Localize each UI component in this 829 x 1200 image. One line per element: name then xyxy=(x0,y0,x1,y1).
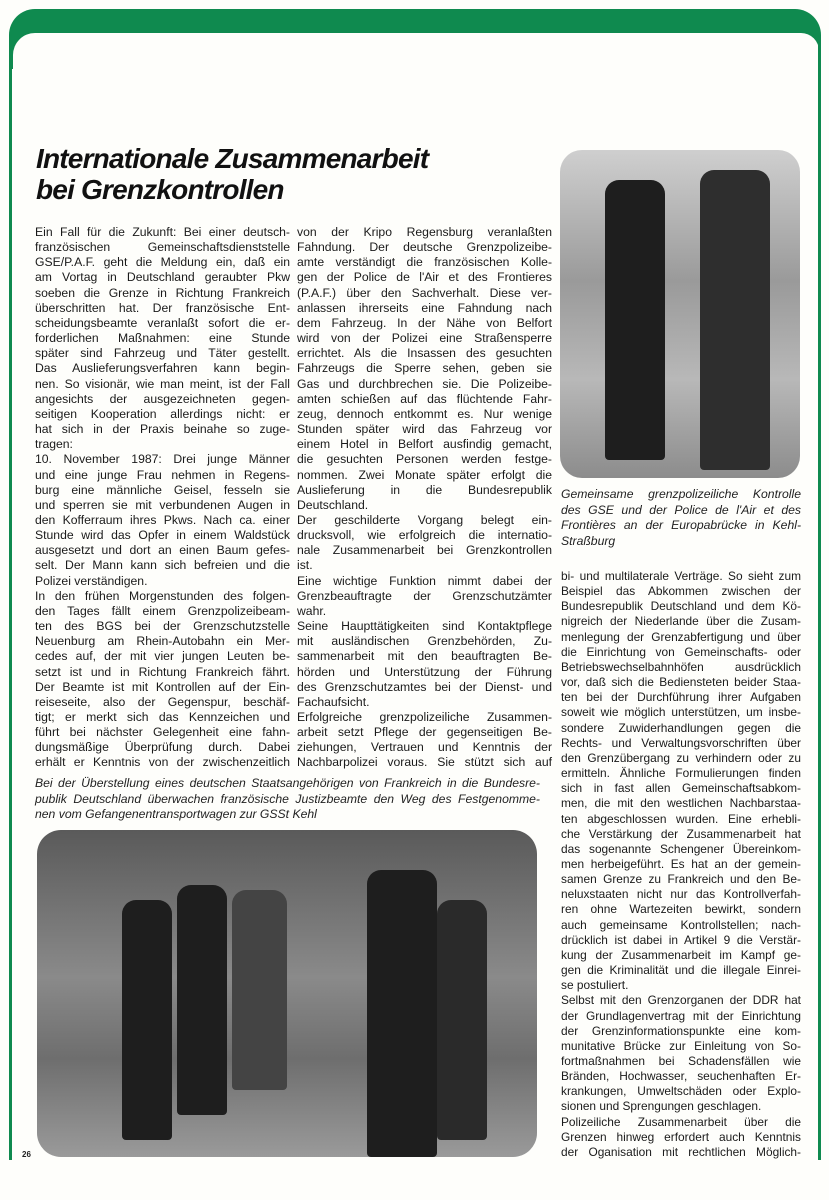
text-line: ten abgeschlossen wurden. Eine erhebli- xyxy=(561,811,801,826)
text-line: men, die mit den westlichen Nachbarstaa- xyxy=(561,796,801,811)
title-line: Internationale Zusammenarbeit xyxy=(36,143,429,174)
text-line: Polizei verständigen. xyxy=(35,573,148,588)
paragraph xyxy=(297,225,552,513)
text-line: ten des BGS bei der Grenzschutzstelle xyxy=(35,619,290,634)
paragraph xyxy=(561,569,801,993)
text-line: Bundesrepublik Deutschland und dem Kö- xyxy=(561,599,801,614)
text-line: Fachaufsicht. xyxy=(297,694,370,709)
text-line: In den frühen Morgenstunden des folgen- xyxy=(35,588,290,603)
text-line: scheidungsbeamte veranlaßt sofort die er- xyxy=(35,315,290,330)
text-line: angesichts der ausgezeichneten gegen- xyxy=(35,391,290,406)
text-line: gen die Kriminalität und die illegale Einrei- xyxy=(561,963,801,978)
text-line: Selbst mit den Grenzorganen der DDR hat xyxy=(561,993,801,1008)
text-column-1 xyxy=(35,225,290,771)
officer-figure xyxy=(700,170,770,470)
paragraph xyxy=(35,589,290,771)
text-line: sionen und Sprengungen geschlagen. xyxy=(561,1099,762,1114)
officer-figure xyxy=(367,870,437,1157)
text-line: Auslieferung in die Bundesrepublik xyxy=(297,482,552,497)
text-line: munitative Brücke zur Einleitung von So- xyxy=(561,1038,801,1053)
text-line: französischen Gemeinschaftsdienststelle xyxy=(35,240,290,255)
officer-figure xyxy=(605,180,665,460)
title-line: bei Grenzkontrollen xyxy=(36,174,284,205)
text-line: und sperren sie mit verbundenen Augen in xyxy=(35,497,290,512)
text-line: Fahrzeugs die Sperre sehen, geben sie xyxy=(297,361,552,376)
article-title xyxy=(36,143,428,205)
text-line: später sind Fahrzeug und Täter gestellt. xyxy=(35,346,290,361)
text-line: auch gemeinsame Kontrollstellen; nach- xyxy=(561,917,801,932)
text-line: setzt ist und in Richtung Frankreich fährt. xyxy=(35,664,290,679)
text-line: Fahndung. Der deutsche Grenzpolizeibe- xyxy=(297,240,552,255)
text-line: Gemeinsame grenzpolizeiliche Kontrolle xyxy=(561,487,801,501)
text-line: die gesuchten Personen werden festge- xyxy=(297,452,552,467)
text-line: krankungen, Umweltschäden oder Explo- xyxy=(561,1084,801,1099)
text-line: ren ohne Wartezeiten bewirkt, sondern xyxy=(561,902,801,917)
text-line: Neuenburg am Rhein-Autobahn ein Mer- xyxy=(35,634,290,649)
text-line: der Grenzinformationspunkte eine kom- xyxy=(561,1023,801,1038)
text-line: der Oganisation mit rechtlichen Möglich- xyxy=(561,1144,801,1159)
green-frame-left xyxy=(9,40,12,1160)
frame-inner xyxy=(13,33,819,93)
text-line: menlegung der Grenzabfertigung und über xyxy=(561,629,801,644)
text-line: wird von der Polizei eine Straßensperre xyxy=(297,331,552,346)
text-line: bi- und multilaterale Verträge. So sieht zum xyxy=(561,569,801,583)
text-line: hörden und Unterstützung der Führung xyxy=(297,664,552,679)
text-line: wahr. xyxy=(297,603,327,618)
text-line: drücklich ist dabei in Artikel 9 die Verstär- xyxy=(561,932,801,947)
officer-figure xyxy=(437,900,487,1140)
text-line: Deutschland. xyxy=(297,497,369,512)
text-line: burg eine männliche Geisel, fesseln sie xyxy=(35,482,290,497)
text-line: von der Kripo Regensburg veranlaßten xyxy=(297,225,552,239)
text-line: cedes auf, der mit vier jungen Leuten be- xyxy=(35,649,290,664)
text-line: Erfolgreiche grenzpolizeiliche Zusammen- xyxy=(297,710,552,724)
text-line: forderlichen Maßnahmen: eine Stunde xyxy=(35,331,290,346)
text-line: selt. Der Mann kann sich befreien und die xyxy=(35,558,290,573)
text-line: zeug, dennoch entkommt es. Nur wenige xyxy=(297,406,552,421)
text-line: Straßburg xyxy=(561,533,616,548)
paragraph xyxy=(35,452,290,588)
text-line: tragen: xyxy=(35,437,73,452)
text-line: mit ausländischen Grenzbehörden, Zu- xyxy=(297,634,552,649)
text-line: ziehungen, Vertrauen und Kenntnis der xyxy=(297,740,552,755)
text-line: nommen. Zwei Monate später erfolgt die xyxy=(297,467,552,482)
text-line: sondere Zuwiderhandlungen gegen die xyxy=(561,720,801,735)
text-line: Polizeiliche Zusammenarbeit über die xyxy=(561,1114,801,1129)
text-line: che Verstärkung der Zusammenarbeit hat xyxy=(561,826,801,841)
text-line: samen Grenze zu Frankreich und den Be- xyxy=(561,872,801,887)
text-line: (P.A.F.) über den Sachverhalt. Diese ver- xyxy=(297,285,552,300)
text-line: Grenzbeauftragte der Grenzschutzämter xyxy=(297,588,552,603)
text-line: den Kofferraum ihres Pkws. Nach ca. einer xyxy=(35,512,290,527)
page-number: 26 xyxy=(22,1150,31,1159)
text-line: drucksvoll, wie erfolgreich die internatio- xyxy=(297,528,552,543)
text-line: Der Beamte ist mit Kontrollen auf der Ein- xyxy=(35,679,290,694)
text-line: Eine wichtige Funktion nimmt dabei der xyxy=(297,573,552,588)
text-line: Gas und durchbrechen sie. Die Polizeibe- xyxy=(297,376,552,391)
photo-border-police-officers xyxy=(560,150,800,478)
text-line: dungsmäßige Überprüfung durch. Dabei xyxy=(35,740,290,755)
text-line: des GSE und der Police de l'Air et des xyxy=(561,502,801,517)
text-line: sammenarbeit mit den beauftragten Be- xyxy=(297,649,552,664)
text-line: Betriebswechselbahnhöfen ausdrücklich xyxy=(561,659,801,674)
text-line: Der geschilderte Vorgang belegt ein- xyxy=(297,512,552,527)
person-figure xyxy=(232,890,287,1090)
text-line: erhält er Kenntnis von der zwischenzeitlich xyxy=(35,755,290,770)
text-line: soweit wie möglich unterstützen, um insbe- xyxy=(561,705,801,720)
text-line: soeben die Grenze in Richtung Frankreich xyxy=(35,285,290,300)
text-line: publik Deutschland überwachen französische Justizbeamte den Weg des Festgenomme- xyxy=(35,791,540,806)
text-line: Stunden später wird das Fahrzeug vor xyxy=(297,422,552,437)
paragraph xyxy=(561,1115,801,1160)
text-line: Bränden, Hochwasser, seuchenhaften Er- xyxy=(561,1069,801,1084)
text-line: Beispiel das Abkommen zwischen der xyxy=(561,584,801,599)
text-line: errichtet. Als die Insassen des gesuchten xyxy=(297,346,552,361)
text-line: sich in fast allen Gemeinschaftsabkom- xyxy=(561,781,801,796)
text-line: ausgesetzt und dort an einen Baum gefes- xyxy=(35,543,290,558)
text-line: gen der Police de l'Air et des Frontieres xyxy=(297,270,552,285)
text-line: Grenzen hinweg erfordert auch Kenntnis xyxy=(561,1129,801,1144)
text-line: 10. November 1987: Drei junge Männer xyxy=(35,452,290,467)
text-line: am Vortag in Deutschland geraubter Pkw xyxy=(35,270,290,285)
text-column-2 xyxy=(297,225,552,771)
green-frame-right xyxy=(818,40,821,1160)
paragraph xyxy=(561,993,801,1114)
text-line: nigreich der Niederlande über die Zusam- xyxy=(561,614,801,629)
text-line: und eine junge Frau nehmen in Regens- xyxy=(35,467,290,482)
text-line: vor, daß sich die Bediensteten beider Staa- xyxy=(561,675,801,690)
text-line: amte verständigt die französischen Kolle- xyxy=(297,255,552,270)
text-line: Das Auslieferungsverfahren kann begin- xyxy=(35,361,290,376)
text-line: die Einrichtung von Gemeinschafts- oder xyxy=(561,644,801,659)
text-line: fortmaßnahmen bei Schadensfällen wie xyxy=(561,1054,801,1068)
text-line: der Grundlagenvertrag mit der Einrichtung xyxy=(561,1008,801,1023)
text-line: nen vom Gefangenentransportwagen zur GSSt Kehl xyxy=(35,807,317,821)
text-line: amten schießen auf das flüchtende Fahr- xyxy=(297,391,552,406)
photo-bottom-caption xyxy=(35,776,540,823)
photo-prisoner-transfer xyxy=(37,830,537,1157)
text-line: nen. So visionär, wie man meint, ist der Fall xyxy=(35,376,290,391)
text-line: GSE/P.A.F. geht die Meldung ein, daß ein xyxy=(35,255,290,270)
text-line: ist. xyxy=(297,558,313,573)
text-line: seitigen Kooperation allerdings nicht: er xyxy=(35,406,290,421)
paragraph xyxy=(297,513,552,574)
text-line: ermitteln. Ähnliche Formulierungen finden xyxy=(561,766,801,781)
paragraph xyxy=(297,710,552,771)
text-line: men herbeigeführt. Es hat an der gemein- xyxy=(561,856,801,871)
photo-top-caption xyxy=(561,487,801,549)
text-line: reiseseite, also der Gegenspur, beschäf- xyxy=(35,694,290,709)
text-line: nale Zusammenarbeit bei Grenzkontrollen xyxy=(297,543,552,558)
person-figure xyxy=(122,900,172,1140)
text-line: Seine Haupttätigkeiten sind Kontaktpflege xyxy=(297,619,552,634)
text-line: dem Fahrzeug. In der Nähe von Belfort xyxy=(297,315,552,330)
text-line: den Grenzübergang zu verhindern oder zu xyxy=(561,750,801,765)
text-line: tigt; er merkt sich das Kennzeichen und xyxy=(35,710,290,724)
text-line: führt bei nächster Gelegenheit eine fahn- xyxy=(35,725,290,740)
text-line: Stunde wird das Opfer in einem Waldstück xyxy=(35,528,290,543)
text-column-3 xyxy=(561,569,801,1160)
paragraph xyxy=(297,619,552,710)
paragraph xyxy=(297,574,552,619)
text-line: ten bei der Durchführung ihrer Aufgaben xyxy=(561,690,801,705)
text-line: den Tages fällt einem Grenzpolizeibeam- xyxy=(35,603,290,618)
text-line: des Grenzschutzamtes bei der Dienst- und xyxy=(297,679,552,694)
text-line: arbeit setzt Pflege der gegenseitigen Be- xyxy=(297,725,552,740)
text-line: einem Hotel in Belfort ausfindig gemacht, xyxy=(297,437,552,452)
person-figure xyxy=(177,885,227,1115)
text-line: Ein Fall für die Zukunft: Bei einer deutsch- xyxy=(35,225,290,239)
text-line: überschritten hat. Der französische Ent- xyxy=(35,300,290,315)
text-line: das sogenannte Schengener Übereinkom- xyxy=(561,841,801,856)
text-line: Bei der Überstellung eines deutschen Staatsangehörigen von Frankreich in die Bundesre- xyxy=(35,776,540,790)
paragraph xyxy=(35,225,290,452)
text-line: kung der Zusammenarbeit im Kampf ge- xyxy=(561,947,801,962)
text-line: Nachbarpolizei voraus. Sie stützt sich auf xyxy=(297,755,552,770)
text-line: se postuliert. xyxy=(561,978,629,993)
text-line: Rechts- und Verwaltungsvorschriften über xyxy=(561,735,801,750)
text-line: neluxstaaten nicht nur das Kontrollverfah- xyxy=(561,887,801,902)
text-line: anlassen ihrerseits eine Fahndung nach xyxy=(297,300,552,315)
text-line: Frontières an der Europabrücke in Kehl- xyxy=(561,518,801,532)
text-line: hat sich in der Praxis beinahe so zuge- xyxy=(35,422,290,437)
